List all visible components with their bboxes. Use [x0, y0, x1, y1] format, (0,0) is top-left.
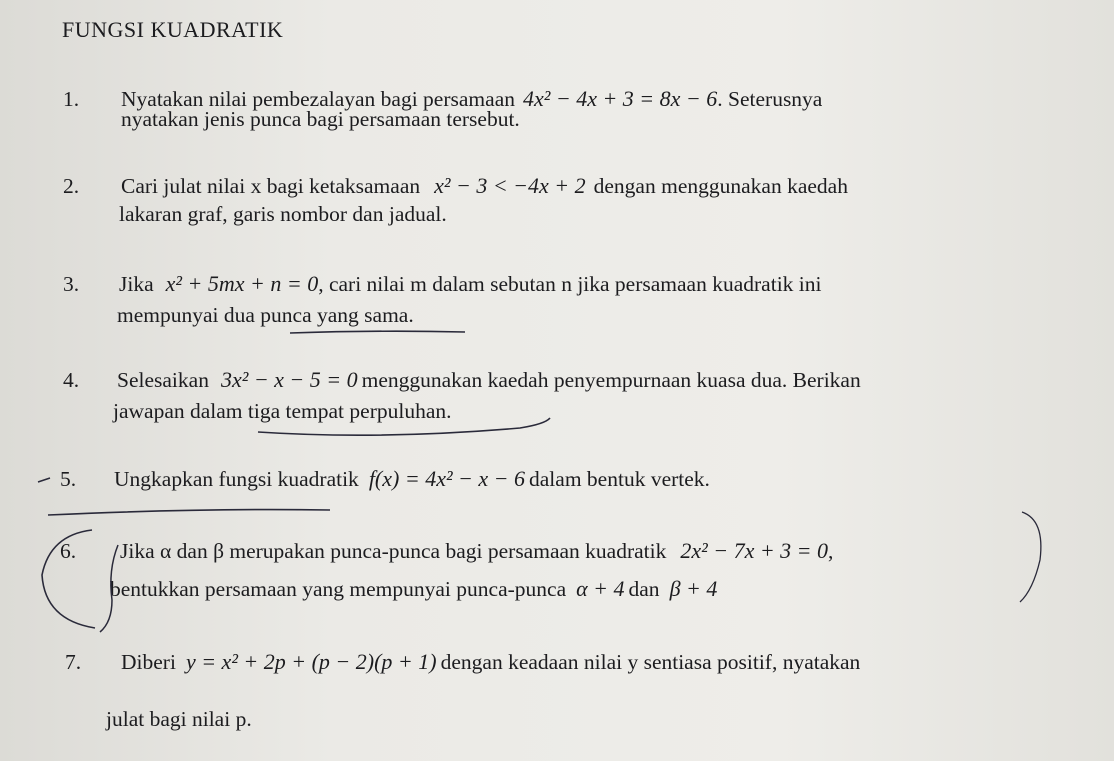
question-6-line-2-and: dan	[628, 577, 660, 601]
question-4-equation: 3x² − x − 5 = 0	[220, 367, 358, 392]
question-7-number: 7.	[65, 650, 82, 674]
question-2-equation: x² − 3 < −4x + 2	[434, 173, 586, 198]
question-6-number: 6.	[60, 539, 77, 563]
question-5-text-end: dalam bentuk vertek.	[529, 467, 710, 491]
dash-q5	[38, 478, 50, 482]
question-2-line-1	[63, 173, 848, 199]
question-4-line-1	[63, 367, 861, 393]
question-3-line-2: mempunyai dua punca yang sama.	[117, 303, 414, 327]
question-6-line-1	[60, 538, 833, 564]
question-6-text-end: ,	[828, 539, 834, 563]
question-6-alpha-root: α + 4	[576, 576, 625, 601]
underline-q3	[290, 331, 465, 333]
question-2-text: Cari julat nilai x bagi ketaksamaan	[121, 174, 421, 198]
question-7-line-2: julat bagi nilai p.	[106, 707, 252, 731]
question-3-text: Jika	[119, 272, 154, 296]
question-4-number: 4.	[63, 368, 80, 392]
question-6-line-2	[110, 576, 717, 602]
question-4-text: Selesaikan	[117, 368, 209, 392]
question-1-text-end: . Seterusnya	[717, 87, 823, 111]
question-5-equation: f(x) = 4x² − x − 6	[368, 466, 526, 491]
question-1-number: 1.	[63, 87, 80, 111]
question-7-equation: y = x² + 2p + (p − 2)(p + 1)	[185, 649, 437, 674]
question-6-text: Jika α dan β merupakan punca-punca bagi persamaan kuadratik	[120, 539, 667, 563]
question-3-text-end: , cari nilai m dalam sebutan n jika persamaan kuadratik ini	[318, 272, 822, 296]
question-1-line-2: nyatakan jenis punca bagi persamaan tersebut.	[121, 107, 520, 131]
question-6-equation: 2x² − 7x + 3 = 0	[680, 538, 829, 563]
question-7-text: Diberi	[121, 650, 176, 674]
question-5-number: 5.	[60, 467, 77, 491]
question-3-number: 3.	[63, 272, 80, 296]
question-5-text: Ungkapkan fungsi kuadratik	[114, 467, 359, 491]
bracket-q6-right	[1020, 512, 1041, 602]
question-5-line-1	[60, 466, 710, 492]
question-2-number: 2.	[63, 174, 80, 198]
question-6-beta-root: β + 4	[669, 576, 718, 601]
question-7-line-1	[65, 649, 860, 675]
page-title: FUNGSI KUADRATIK	[62, 17, 284, 42]
question-2-line-2: lakaran graf, garis nombor dan jadual.	[119, 202, 447, 226]
question-4-line-2: jawapan dalam tiga tempat perpuluhan.	[113, 399, 452, 423]
question-1-equation: 4x² − 4x + 3 = 8x − 6	[522, 86, 718, 111]
question-7-text-end: dengan keadaan nilai y sentiasa positif, nyatakan	[440, 650, 861, 674]
question-3-line-1	[63, 271, 822, 297]
underline-q5	[48, 510, 330, 515]
question-3-equation: x² + 5mx + n = 0	[165, 271, 319, 296]
question-6-line-2-text: bentukkan persamaan yang mempunyai punca-punca	[110, 577, 567, 601]
question-2-text-end: dengan menggunakan kaedah	[593, 174, 848, 198]
question-1-text: Nyatakan nilai pembezalayan bagi persamaan	[121, 87, 515, 111]
question-4-text-end: menggunakan kaedah penyempurnaan kuasa dua. Berikan	[361, 368, 861, 392]
